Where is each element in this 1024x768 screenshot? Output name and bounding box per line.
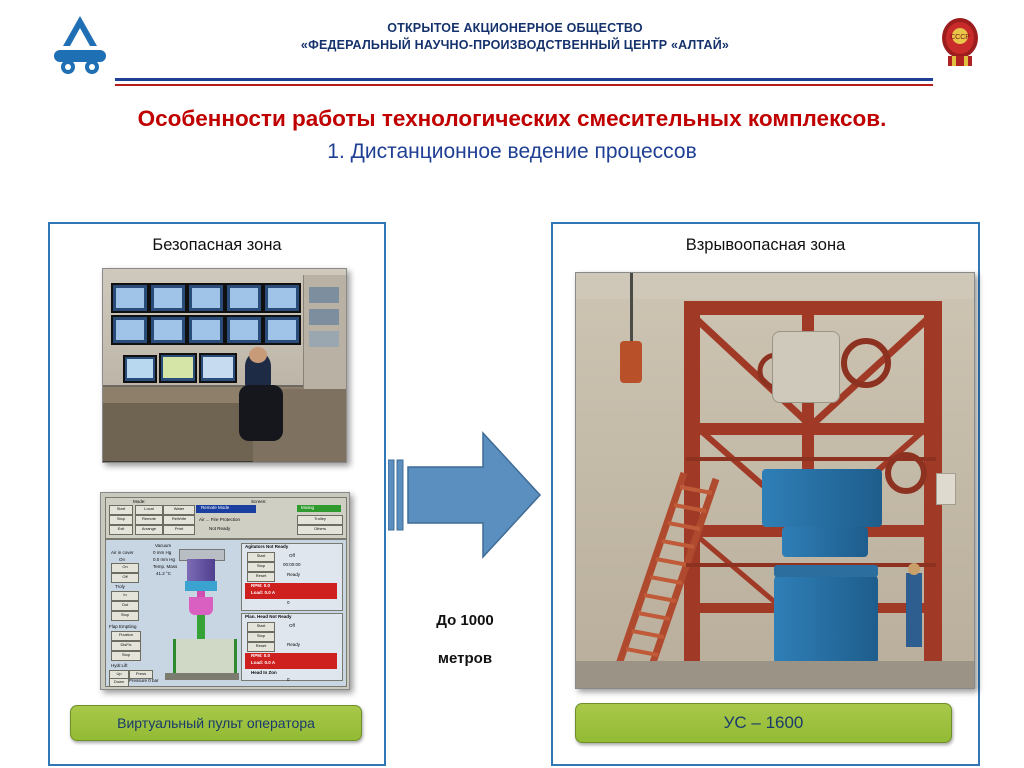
control-room-photo [102,268,347,463]
svg-text:СССР: СССР [950,34,970,41]
organization-line-1: ОТКРЫТОЕ АКЦИОНЕРНОЕ ОБЩЕСТВО [387,21,643,35]
page-subtitle: 1. Дистанционное ведение процессов [327,140,697,163]
header-divider-red [115,84,933,86]
distance-arrow [388,405,543,585]
virtual-operator-panel-button[interactable]: Виртуальный пульт оператора [70,705,362,741]
header-divider-blue [115,78,933,81]
organization-line-2: «ФЕДЕРАЛЬНЫЙ НАУЧНО-ПРОИЗВОДСТВЕННЫЙ ЦЕНТР «АЛТАЙ» [300,38,730,52]
scada-operator-panel-photo: Mode: Screen: Remote Mode Mixing Start Stop Exit Local Water Remote ReWrite Arrange Print Trolley Others Air ... Fire Protection Not Ready Vacuum 0 mm Hg 0.0 mm Hg Temp. Mass 41.2 °C Air in cover On On Off Troly In Out Stop Flap Emptiing Fixation DisFix Stop Hydr.Lift Up Press Down Pressure 0 bar Agitators Not Ready Start Off Stop 00:00:00 Reset Ready RPM: 0.0 Load: 0.0 A 0 Plan. Head Not Ready Start Off Stop Reset Ready RPM: 0.0 Load: 0.0 A Head In Zon 0 [100,492,350,690]
slide-header [0,0,1024,95]
distance-label-line2: метров [437,650,493,667]
mixing-plant-photo [575,272,975,689]
page-title: Особенности работы технологических смесительных комплексов. [137,106,887,131]
safe-zone-heading: Безопасная зона [152,236,282,254]
altai-logo [50,14,110,76]
order-emblem [938,16,982,68]
us-1600-button[interactable]: УС – 1600 [575,703,952,743]
organization-title [245,20,785,54]
distance-label-line1: До 1000 [436,612,494,629]
explosive-zone-heading: Взрывоопасная зона [685,236,846,254]
